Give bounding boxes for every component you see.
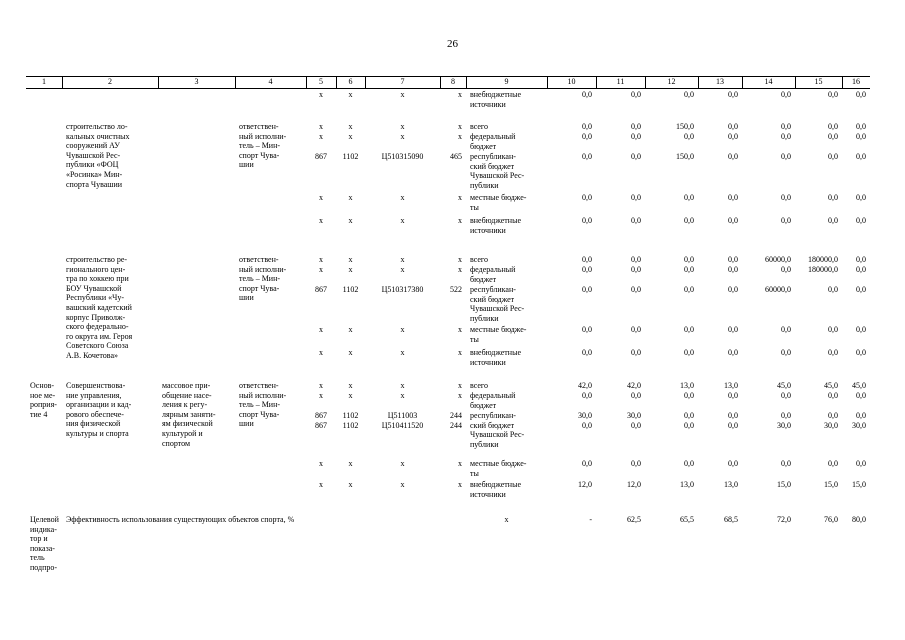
amount-value: 0,0 30,0 xyxy=(852,411,866,430)
amount-value: 0,0 xyxy=(728,265,738,274)
amount-value: 0,0 xyxy=(781,325,791,334)
amount-value: 13,0 xyxy=(724,480,738,489)
amount-value: 0,0 0,0 xyxy=(684,411,694,430)
amount-value: 0,0 xyxy=(582,255,592,264)
amount-value: 0,0 xyxy=(856,193,866,202)
column-header-14: 14 xyxy=(764,77,773,86)
amount-value: 45,0 xyxy=(852,381,866,390)
amount-value: 0,0 xyxy=(684,325,694,334)
amount-value: 0,0 xyxy=(582,90,592,99)
code-target: x xyxy=(400,325,405,334)
code-expense: 465 xyxy=(450,152,462,161)
column-header-6: 6 xyxy=(348,77,353,86)
code-target: Ц511003 Ц510411520 xyxy=(381,411,424,430)
amount-value: 42,0 xyxy=(627,381,641,390)
code-section: 1102 xyxy=(342,285,359,294)
amount-value: 0,0 xyxy=(781,265,791,274)
code-target: x xyxy=(400,391,405,400)
amount-value: 0,0 xyxy=(856,285,866,294)
code-section: x xyxy=(348,391,353,400)
amount-value: 0,0 xyxy=(684,285,694,294)
amount-value: 0,0 xyxy=(631,391,641,400)
target-value: 68,5 xyxy=(724,515,738,524)
amount-value: 0,0 xyxy=(781,216,791,225)
amount-value: 0,0 xyxy=(856,122,866,131)
amount-value: 0,0 xyxy=(856,132,866,141)
amount-value: 15,0 xyxy=(777,480,791,489)
code-section: x xyxy=(348,325,353,334)
code-target: x xyxy=(400,480,405,489)
column-divider xyxy=(795,76,796,88)
code-ministry: 867 867 xyxy=(315,411,327,430)
amount-value: 0,0 xyxy=(728,122,738,131)
funding-source: федеральный бюджет xyxy=(470,391,516,410)
column-divider xyxy=(440,76,441,88)
column-header-8: 8 xyxy=(451,77,455,86)
code-ministry: x xyxy=(319,265,323,274)
code-section: 1102 xyxy=(342,152,359,161)
funding-source: республикан- ский бюджет Чувашской Рес- публики xyxy=(470,411,525,449)
code-ministry: x xyxy=(319,90,323,99)
code-ministry: x xyxy=(319,122,323,131)
amount-value: 0,0 xyxy=(828,285,838,294)
amount-value: 180000,0 xyxy=(808,255,838,264)
column-divider xyxy=(365,76,366,88)
code-expense: x xyxy=(458,325,462,334)
amount-value: 0,0 xyxy=(728,255,738,264)
amount-value: 0,0 xyxy=(828,325,838,334)
amount-value: 0,0 xyxy=(631,265,641,274)
amount-value: 12,0 xyxy=(578,480,592,489)
code-target: Ц510317380 xyxy=(381,285,424,294)
funding-source: всего xyxy=(470,381,489,390)
column-divider xyxy=(235,76,236,88)
code-section: x xyxy=(348,480,353,489)
code-section: x xyxy=(348,90,353,99)
amount-value: 0,0 xyxy=(828,132,838,141)
event-description: Совершенствова- ние управления, организации и кад- рового обеспече- ния физической культуры и спорта xyxy=(66,381,132,438)
amount-value: 0,0 xyxy=(728,325,738,334)
amount-value: 0,0 xyxy=(582,216,592,225)
amount-value: 0,0 30,0 xyxy=(777,411,791,430)
amount-value: 0,0 xyxy=(631,255,641,264)
amount-value: 0,0 xyxy=(684,265,694,274)
amount-value: 0,0 xyxy=(631,216,641,225)
amount-value: 0,0 xyxy=(856,391,866,400)
page-number: 26 xyxy=(447,38,458,50)
funding-source: местные бюдже- ты xyxy=(470,459,527,478)
code-expense: x xyxy=(458,90,462,99)
amount-value: 13,0 xyxy=(680,480,694,489)
column-header-3: 3 xyxy=(194,77,199,86)
amount-value: 0,0 xyxy=(728,459,738,468)
amount-value: 0,0 xyxy=(631,193,641,202)
amount-value: 0,0 xyxy=(631,122,641,131)
amount-value: 45,0 xyxy=(824,381,838,390)
code-expense: 244 244 xyxy=(450,411,462,430)
code-ministry: x xyxy=(319,348,323,357)
funding-source: внебюджетные источники xyxy=(470,348,521,367)
column-divider xyxy=(336,76,337,88)
column-header-7: 7 xyxy=(400,77,405,86)
amount-value: 0,0 xyxy=(582,459,592,468)
amount-value: 0,0 xyxy=(684,216,694,225)
funding-source: внебюджетные источники xyxy=(470,480,521,499)
amount-value: 0,0 xyxy=(582,391,592,400)
target-value: 72,0 xyxy=(777,515,791,524)
code-target: Ц510315090 xyxy=(381,152,424,161)
amount-value: 0,0 xyxy=(582,152,592,161)
column-divider xyxy=(596,76,597,88)
amount-value: 0,0 xyxy=(728,90,738,99)
code-section: x xyxy=(348,132,353,141)
event-purpose: массовое при- общение насе- ления к регу- лярным заняти- ям физической культурой и спортом xyxy=(162,381,216,448)
code-expense: x xyxy=(458,459,462,468)
amount-value: 0,0 xyxy=(828,348,838,357)
amount-value: 0,0 xyxy=(631,90,641,99)
amount-value: 13,0 xyxy=(724,381,738,390)
code-ministry: 867 xyxy=(315,152,327,161)
funding-source: внебюджетные источники xyxy=(470,216,521,235)
amount-value: 0,0 xyxy=(781,193,791,202)
amount-value: 12,0 xyxy=(627,480,641,489)
column-header-2: 2 xyxy=(108,77,112,86)
funding-source: внебюджетные источники xyxy=(470,90,521,109)
amount-value: 0,0 xyxy=(828,152,838,161)
code-ministry: 867 xyxy=(315,285,327,294)
column-divider xyxy=(645,76,646,88)
amount-value: 60000,0 xyxy=(765,255,791,264)
funding-source: всего xyxy=(470,122,489,131)
code-section: x xyxy=(348,459,353,468)
column-header-9: 9 xyxy=(504,77,509,86)
amount-value: 0,0 xyxy=(728,152,738,161)
amount-value: 0,0 30,0 xyxy=(824,411,838,430)
column-divider xyxy=(547,76,548,88)
amount-value: 0,0 xyxy=(856,255,866,264)
code-expense: x xyxy=(458,132,462,141)
amount-value: 150,0 xyxy=(676,152,694,161)
amount-value: 0,0 xyxy=(582,285,592,294)
code-expense: x xyxy=(458,216,462,225)
amount-value: 13,0 xyxy=(680,381,694,390)
code-expense: x xyxy=(458,348,462,357)
target-indicator-label: Целевой индика- тор и показа- тель подпро- xyxy=(30,515,59,572)
funding-source: федеральный бюджет xyxy=(470,265,516,284)
amount-value: 0,0 xyxy=(728,216,738,225)
amount-value: 0,0 xyxy=(828,122,838,131)
funding-source: местные бюдже- ты xyxy=(470,193,527,212)
amount-value: 0,0 xyxy=(684,255,694,264)
amount-value: 0,0 xyxy=(684,90,694,99)
target-value: 65,5 xyxy=(680,515,694,524)
column-header-15: 15 xyxy=(814,77,823,86)
code-ministry: x xyxy=(319,391,323,400)
code-section: 1102 1102 xyxy=(342,411,359,430)
amount-value: 0,0 xyxy=(781,348,791,357)
amount-value: 30,0 0,0 xyxy=(627,411,641,430)
column-divider xyxy=(158,76,159,88)
amount-value: 0,0 xyxy=(728,348,738,357)
amount-value: 0,0 xyxy=(856,90,866,99)
amount-value: 0,0 xyxy=(684,391,694,400)
amount-value: 30,0 0,0 xyxy=(578,411,592,430)
column-header-4: 4 xyxy=(268,77,273,86)
code-ministry: x xyxy=(319,255,323,264)
amount-value: 0,0 xyxy=(582,265,592,274)
code-expense: x xyxy=(458,122,462,131)
code-expense: x xyxy=(458,480,462,489)
column-header-5: 5 xyxy=(319,77,323,86)
target-value: 62,5 xyxy=(627,515,641,524)
column-header-16: 16 xyxy=(852,77,860,86)
amount-value: 0,0 xyxy=(631,132,641,141)
code-ministry: x xyxy=(319,216,323,225)
column-header-11: 11 xyxy=(616,77,625,86)
column-divider xyxy=(306,76,307,88)
amount-value: 15,0 xyxy=(852,480,866,489)
amount-value: 0,0 xyxy=(856,216,866,225)
amount-value: 0,0 xyxy=(684,348,694,357)
event-label: Основ- ное ме- роприя- тие 4 xyxy=(30,381,57,419)
amount-value: 0,0 xyxy=(856,152,866,161)
code-target: x xyxy=(400,381,405,390)
amount-value: 0,0 xyxy=(828,90,838,99)
code-target: x xyxy=(400,255,405,264)
amount-value: 0,0 xyxy=(728,391,738,400)
amount-value: 45,0 xyxy=(777,381,791,390)
responsible-executor: ответствен- ный исполни- тель – Мин- спорт Чува- шии xyxy=(239,122,287,170)
amount-value: 0,0 xyxy=(856,265,866,274)
amount-value: 0,0 xyxy=(781,132,791,141)
amount-value: 0,0 xyxy=(856,348,866,357)
amount-value: 0,0 xyxy=(684,459,694,468)
amount-value: 0,0 xyxy=(728,193,738,202)
responsible-executor: ответствен- ный исполни- тель – Мин- спорт Чува- шии xyxy=(239,255,287,303)
amount-value: 0,0 xyxy=(728,132,738,141)
column-header-12: 12 xyxy=(667,77,676,86)
code-section: x xyxy=(348,255,353,264)
event-description: строительство ло- кальных очистных сооружений АУ Чувашской Рес- публики «ФОЦ «Росинка» Мин- спорта Чувашии xyxy=(66,122,130,189)
target-value: 80,0 xyxy=(852,515,866,524)
amount-value: 180000,0 xyxy=(808,265,838,274)
amount-value: 0,0 xyxy=(781,90,791,99)
code-expense: x xyxy=(458,193,462,202)
code-ministry: x xyxy=(319,193,323,202)
target-indicator-title: Эффективность использования существующих объектов спорта, % xyxy=(66,515,295,524)
code-target: x xyxy=(400,193,405,202)
amount-value: 0,0 xyxy=(684,193,694,202)
amount-value: 0,0 xyxy=(582,122,592,131)
amount-value: 0,0 xyxy=(856,459,866,468)
amount-value: 15,0 xyxy=(824,480,838,489)
amount-value: 0,0 xyxy=(828,193,838,202)
amount-value: 0,0 xyxy=(582,325,592,334)
amount-value: 0,0 xyxy=(856,325,866,334)
column-header-10: 10 xyxy=(567,77,576,86)
event-description: строительство ре- гионального цен- тра по хоккею при БОУ Чувашской Республики «Чу- вашский кадетский корпус Приволж- ского федерально- го округа им. Героя Советского Союза А.В. Кочетова» xyxy=(66,255,133,360)
amount-value: 60000,0 xyxy=(765,285,791,294)
code-section: x xyxy=(348,193,353,202)
code-section: x xyxy=(348,216,353,225)
column-divider xyxy=(742,76,743,88)
column-header-13: 13 xyxy=(716,77,724,86)
target-value: 76,0 xyxy=(824,515,838,524)
target-value: - xyxy=(589,515,592,524)
code-ministry: x xyxy=(319,381,323,390)
code-section: x xyxy=(348,348,353,357)
funding-source: федеральный бюджет xyxy=(470,132,516,151)
amount-value: 0,0 xyxy=(582,348,592,357)
target-code: x xyxy=(504,515,509,524)
amount-value: 0,0 xyxy=(828,391,838,400)
responsible-executor: ответствен- ный исполни- тель – Мин- спорт Чува- шии xyxy=(239,381,287,429)
amount-value: 0,0 xyxy=(781,391,791,400)
column-divider xyxy=(698,76,699,88)
code-target: x xyxy=(400,459,405,468)
code-target: x xyxy=(400,216,405,225)
amount-value: 0,0 xyxy=(582,132,592,141)
code-section: x xyxy=(348,122,353,131)
amount-value: 0,0 xyxy=(631,325,641,334)
code-expense: x xyxy=(458,381,462,390)
amount-value: 0,0 xyxy=(582,193,592,202)
code-expense: x xyxy=(458,265,462,274)
amount-value: 0,0 xyxy=(631,459,641,468)
code-ministry: x xyxy=(319,132,323,141)
funding-source: республикан- ский бюджет Чувашской Рес- публики xyxy=(470,152,525,190)
amount-value: 0,0 xyxy=(781,459,791,468)
code-target: x xyxy=(400,122,405,131)
funding-source: республикан- ский бюджет Чувашской Рес- публики xyxy=(470,285,525,323)
code-expense: x xyxy=(458,391,462,400)
funding-source: всего xyxy=(470,255,489,264)
amount-value: 0,0 xyxy=(728,285,738,294)
amount-value: 0,0 xyxy=(828,216,838,225)
amount-value: 0,0 xyxy=(781,152,791,161)
amount-value: 0,0 xyxy=(828,459,838,468)
amount-value: 0,0 xyxy=(781,122,791,131)
amount-value: 150,0 xyxy=(676,122,694,131)
amount-value: 42,0 xyxy=(578,381,592,390)
code-expense: x xyxy=(458,255,462,264)
amount-value: 0,0 xyxy=(631,285,641,294)
code-ministry: x xyxy=(319,459,323,468)
code-target: x xyxy=(400,132,405,141)
amount-value: 0,0 xyxy=(631,152,641,161)
code-ministry: x xyxy=(319,480,323,489)
column-divider xyxy=(62,76,63,88)
code-target: x xyxy=(400,348,405,357)
column-divider xyxy=(842,76,843,88)
code-target: x xyxy=(400,90,405,99)
amount-value: 0,0 0,0 xyxy=(728,411,738,430)
code-section: x xyxy=(348,381,353,390)
column-divider xyxy=(466,76,467,88)
code-target: x xyxy=(400,265,405,274)
amount-value: 0,0 xyxy=(631,348,641,357)
column-header-1: 1 xyxy=(42,77,46,86)
funding-source: местные бюдже- ты xyxy=(470,325,527,344)
amount-value: 0,0 xyxy=(684,132,694,141)
code-ministry: x xyxy=(319,325,323,334)
code-section: x xyxy=(348,265,353,274)
code-expense: 522 xyxy=(450,285,462,294)
